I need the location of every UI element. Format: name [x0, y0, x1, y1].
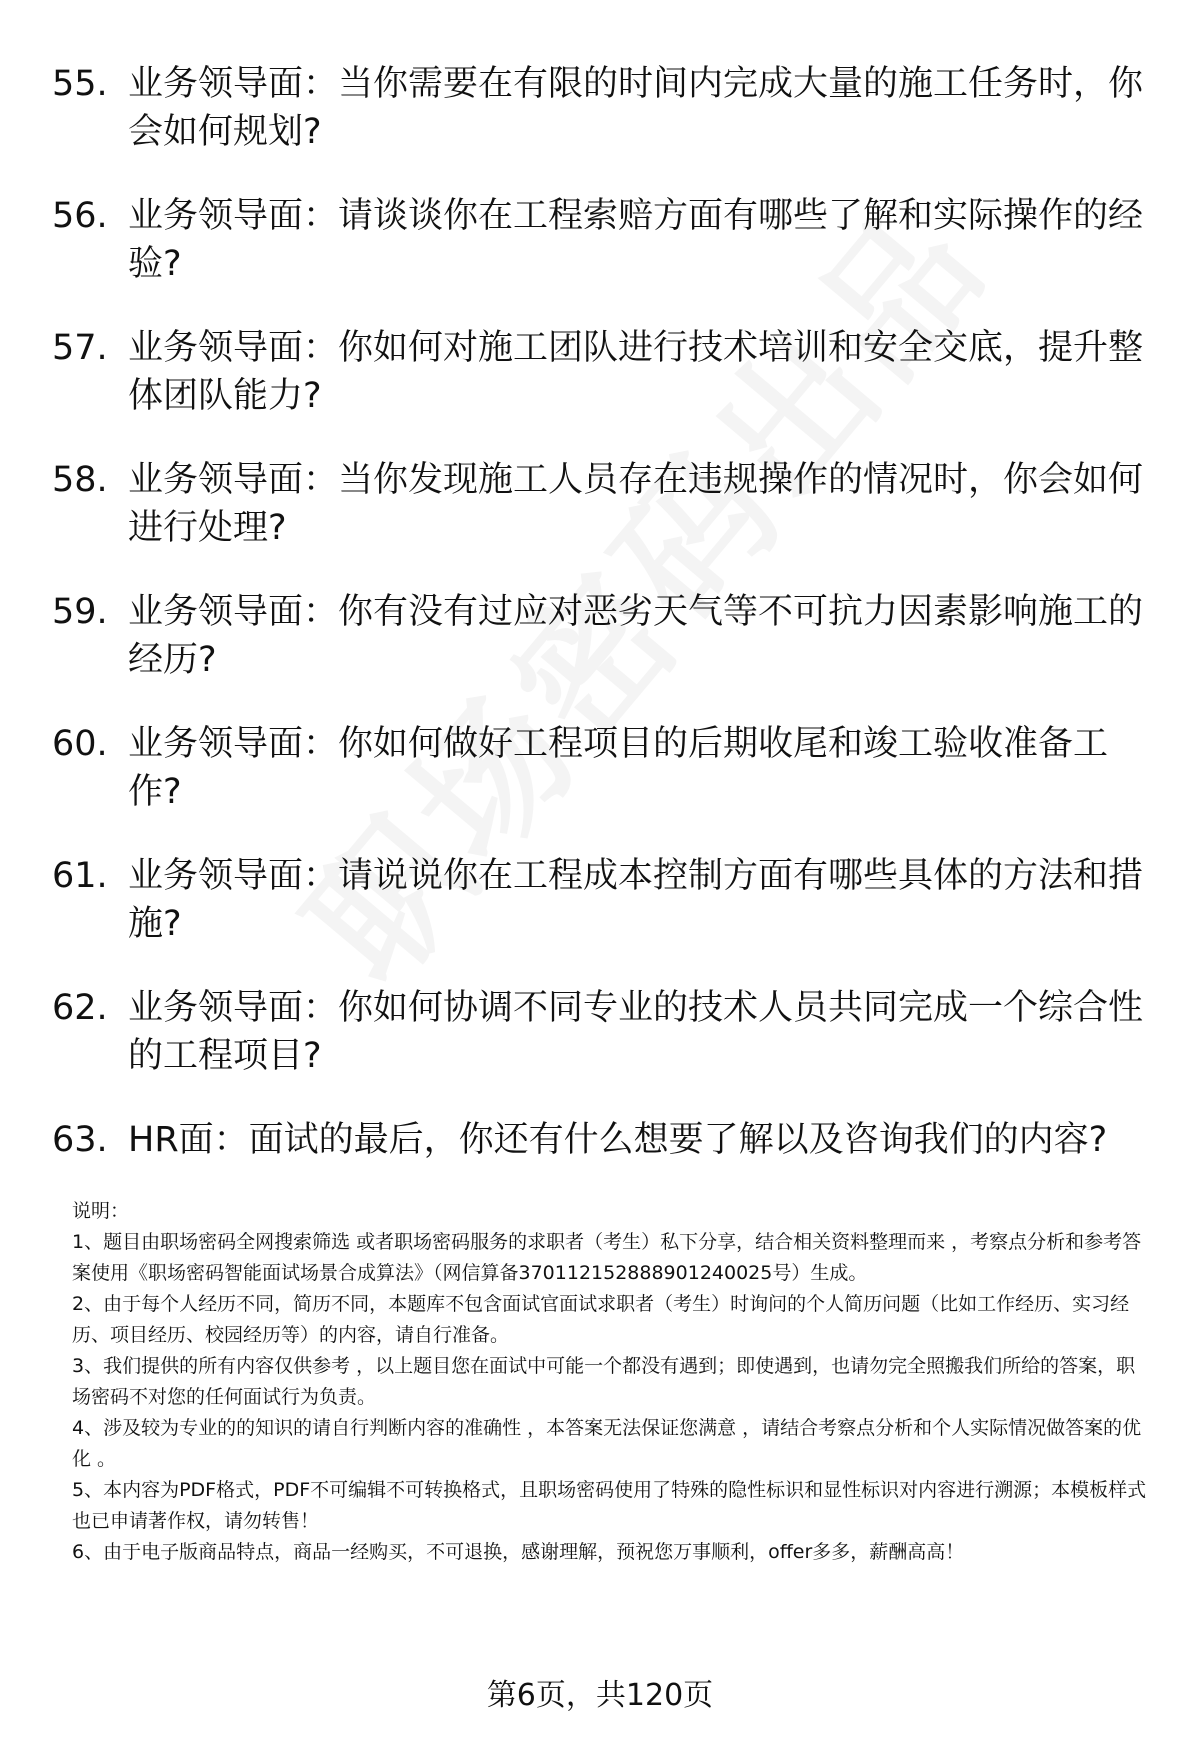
- question-item: [52, 1116, 1152, 1164]
- notes-section: [72, 1196, 1152, 1568]
- note-item: 3、我们提供的所有内容仅供参考 ，以上题目您在面试中可能一个都没有遇到；即使遇到，也请勿完全照搬我们所给的答案，职场密码不对您的任何面试行为负责。: [72, 1355, 1136, 1408]
- question-item: [52, 192, 1152, 288]
- question-item: [52, 324, 1152, 420]
- question-number: 55.: [52, 64, 108, 104]
- note-item: 4、涉及较为专业的的知识的请自行判断内容的准确性 ，本答案无法保证您满意 ，请结合考察点分析和个人实际情况做答案的优化 。: [72, 1417, 1142, 1470]
- page-number: 第6页，共120页: [486, 1678, 714, 1713]
- question-text: HR面：面试的最后，你还有什么想要了解以及咨询我们的内容?: [128, 1120, 1108, 1160]
- question-number: 62.: [52, 988, 108, 1028]
- note-item: 6、由于电子版商品特点，商品一经购买，不可退换，感谢理解，预祝您万事顺利，offer多多，薪酬高高！: [72, 1541, 965, 1563]
- question-number: 57.: [52, 328, 108, 368]
- question-item: [52, 588, 1152, 684]
- question-item: [52, 456, 1152, 552]
- notes-title: 说明：: [72, 1200, 130, 1222]
- question-text: 业务领导面：当你需要在有限的时间内完成大量的施工任务时，你会如何规划?: [128, 64, 1144, 152]
- question-item: [52, 60, 1152, 156]
- question-number: 61.: [52, 856, 108, 896]
- question-list: [52, 60, 1152, 1200]
- question-number: 60.: [52, 724, 108, 764]
- question-number: 59.: [52, 592, 108, 632]
- question-number: 56.: [52, 196, 108, 236]
- question-text: 业务领导面：你如何做好工程项目的后期收尾和竣工验收准备工作?: [128, 724, 1109, 812]
- question-text: 业务领导面：当你发现施工人员存在违规操作的情况时，你会如何进行处理?: [128, 460, 1144, 548]
- question-text: 业务领导面：你有没有过应对恶劣天气等不可抗力因素影响施工的经历?: [128, 592, 1144, 680]
- question-text: 业务领导面：请说说你在工程成本控制方面有哪些具体的方法和措施?: [128, 856, 1144, 944]
- question-text: 业务领导面：你如何协调不同专业的技术人员共同完成一个综合性的工程项目?: [128, 988, 1144, 1076]
- question-item: [52, 852, 1152, 948]
- question-number: 58.: [52, 460, 108, 500]
- question-text: 业务领导面：请谈谈你在工程索赔方面有哪些了解和实际操作的经验?: [128, 196, 1144, 284]
- question-number: 63.: [52, 1120, 108, 1160]
- question-text: 业务领导面：你如何对施工团队进行技术培训和安全交底，提升整体团队能力?: [128, 328, 1144, 416]
- question-item: [52, 720, 1152, 816]
- note-item: 5、本内容为PDF格式，PDF不可编辑不可转换格式，且职场密码使用了特殊的隐性标识和显性标识对内容进行溯源；本模板样式也已申请著作权，请勿转售！: [72, 1479, 1147, 1532]
- question-item: [52, 984, 1152, 1080]
- note-item: 2、由于每个人经历不同，简历不同，本题库不包含面试官面试求职者（考生）时询问的个人简历问题（比如工作经历、实习经历、项目经历、校园经历等）的内容，请自行准备。: [72, 1293, 1130, 1346]
- note-item: 1、题目由职场密码全网搜索筛选 或者职场密码服务的求职者（考生）私下分享，结合相关资料整理而来 ，考察点分析和参考答案使用《职场密码智能面试场景合成算法》（网信算备370112152888901240025号）生成。: [72, 1231, 1142, 1284]
